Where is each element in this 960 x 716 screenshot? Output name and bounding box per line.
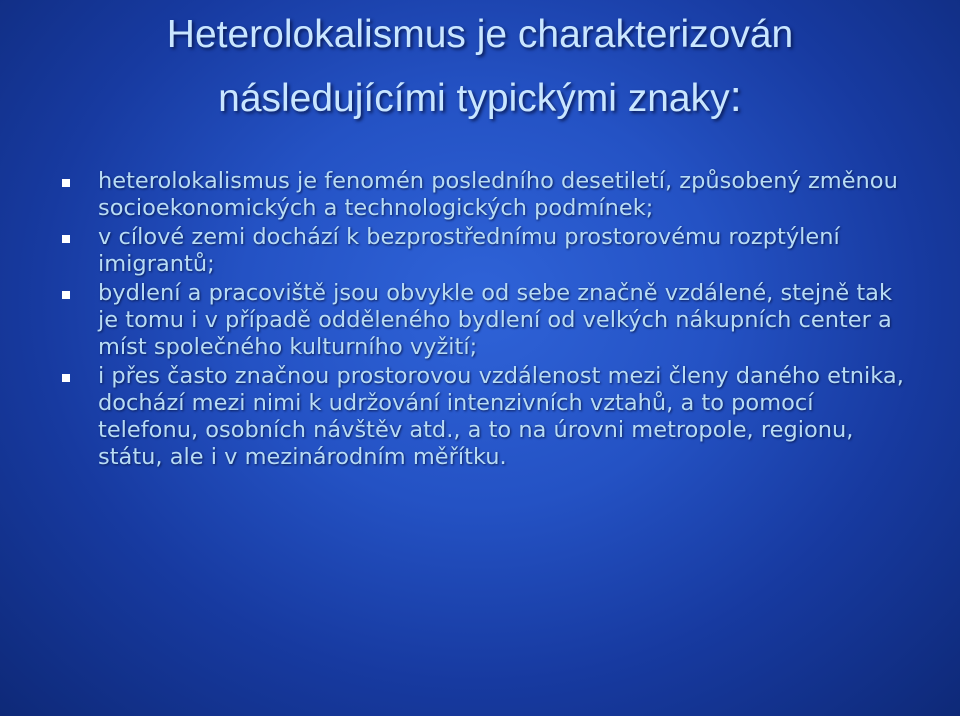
- slide-title-line-2: [60, 66, 900, 130]
- slide-title-line-2-text: následujícími typickými znaky: [218, 77, 730, 120]
- bullet-text: heterolokalismus je fenomén posledního desetiletí, způsobený změnou socioekonomických a technologických podmínek;: [98, 168, 898, 221]
- bullet-list: [62, 168, 912, 473]
- bullet-text: v cílové zemi dochází k bezprostřednímu prostorovému rozptýlení imigrantů;: [98, 224, 840, 277]
- bullet-item: [62, 224, 912, 278]
- slide-title-colon: :: [729, 72, 742, 121]
- square-bullet-icon: [62, 235, 70, 243]
- bullet-item: [62, 168, 912, 222]
- bullet-item: [62, 280, 912, 361]
- bullet-text: i přes často značnou prostorovou vzdálenost mezi členy daného etnika, dochází mezi nimi k udržování intenzivních vztahů, a to pomocí telefonu, osobních návštěv atd., a to na úrovni metropole, regionu, státu, ale i v mezinárodním měřítku.: [98, 363, 904, 470]
- bullet-text: bydlení a pracoviště jsou obvykle od sebe značně vzdálené, stejně tak je tomu i v případě odděleného bydlení od velkých nákupních center a míst společného kulturního vyžití;: [98, 280, 893, 360]
- square-bullet-icon: [62, 374, 70, 382]
- slide-title: [60, 4, 900, 130]
- bullet-item: [62, 363, 912, 471]
- square-bullet-icon: [62, 291, 70, 299]
- square-bullet-icon: [62, 179, 70, 187]
- slide-title-line-1: Heterolokalismus je charakterizován: [166, 13, 794, 56]
